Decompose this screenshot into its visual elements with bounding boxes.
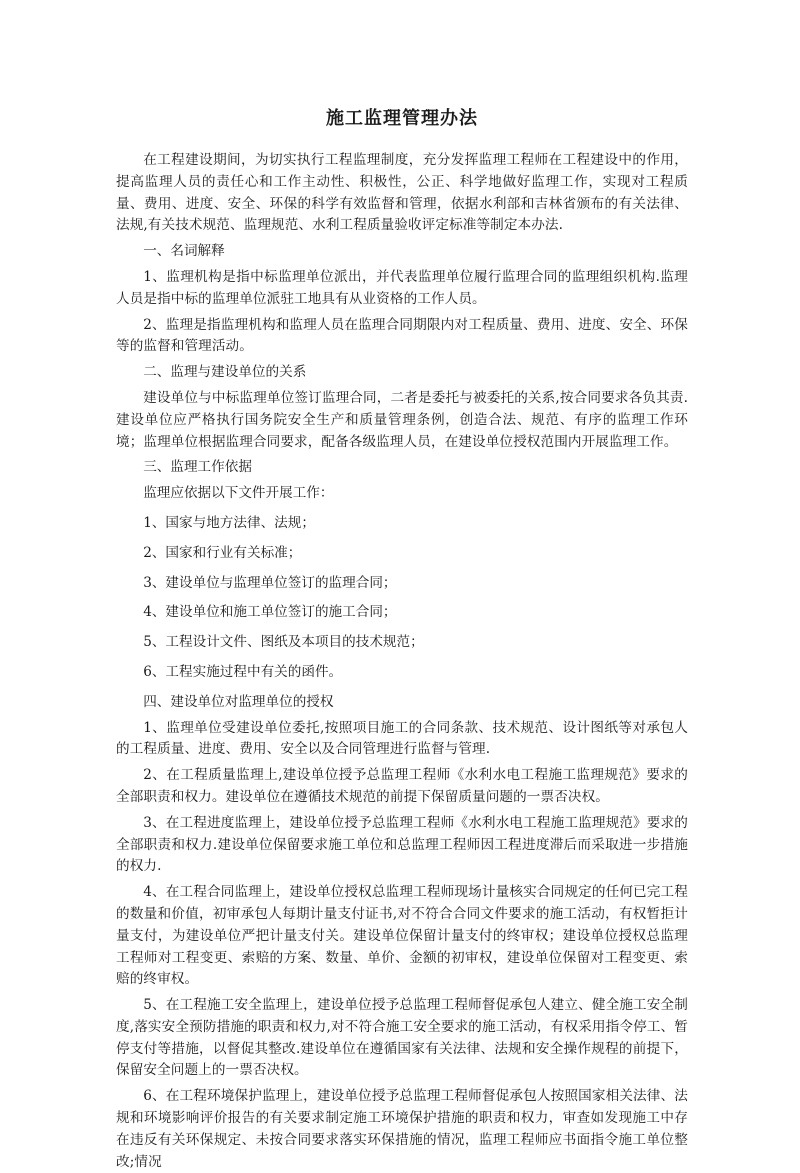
paragraph: 3、在工程进度监理上，建设单位授予总监理工程师《水利水电工程施工监理规范》要求的全部职责和权力.建设单位保留要求施工单位和总监理工程师因工程进度滞后而采取进一步措施的权力. [116, 814, 688, 875]
paragraph: 2、监理是指监理机构和监理人员在监理合同期限内对工程质量、费用、进度、安全、环保等的监督和管理活动。 [116, 316, 688, 355]
list-item: 1、国家与地方法律、法规； [143, 514, 315, 531]
section-heading-definitions: 一、名词解释 [143, 243, 225, 260]
list-item: 6、工程实施过程中有关的函件。 [143, 663, 343, 680]
paragraph: 6、在工程环境保护监理上，建设单位授予总监理工程师督促承包人按照国家相关法律、法规和环境影响评价报告的有关要求制定施工环境保护措施的职责和权力，审查如发现施工中存在违反有关环保规定、未按合同要求落实环保措施的情况，监理工程师应书面指令施工单位整改;情况 [116, 1088, 688, 1170]
document-title: 施工监理管理办法 [326, 108, 478, 129]
paragraph: 2、在工程质量监理上,建设单位授予总监理工程师《水利水电工程施工监理规范》要求的全部职责和权力。建设单位在遵循技术规范的前提下保留质量问题的一票否决权。 [116, 767, 688, 805]
section-heading-authorization: 四、建设单位对监理单位的授权 [143, 693, 334, 710]
list-item: 5、工程设计文件、图纸及本项目的技术规范； [143, 634, 424, 651]
paragraph: 建设单位与中标监理单位签订监理合同，二者是委托与被委托的关系,按合同要求各负其责.建设单位应严格执行国务院安全生产和质量管理条例，创造合法、规范、有序的监理工作环境；监理单位根据监理合同要求，配备各级监理人员，在建设单位授权范围内开展监理工作。 [116, 389, 688, 450]
list-item: 3、建设单位与监理单位签订的监理合同； [143, 574, 397, 591]
intro-paragraph: 在工程建设期间，为切实执行工程监理制度，充分发挥监理工程师在工程建设中的作用，提高监理人员的责任心和工作主动性、积极性，公正、科学地做好监理工作，实现对工程质量、费用、进度、安全、环保的科学有效监督和管理，依据水利部和吉林省颁布的有关法律、法规,有关技术规范、监理规范、水利工程质量验收评定标准等制定本办法. [116, 152, 688, 234]
paragraph: 1、监理机构是指中标监理单位派出，并代表监理单位履行监理合同的监理组织机构.监理人员是指中标的监理单位派驻工地具有从业资格的工作人员。 [116, 268, 688, 307]
paragraph: 5、在工程施工安全监理上，建设单位授予总监理工程师督促承包人建立、健全施工安全制度,落实安全预防措施的职责和权力,对不符合施工安全要求的施工活动，有权采用指令停工、暂停支付等措施，以督促其整改.建设单位在遵循国家有关法律、法规和安全操作规程的前提下，保留安全问题上的一票否决权。 [116, 997, 688, 1079]
paragraph: 4、在工程合同监理上，建设单位授权总监理工程师现场计量核实合同规定的任何已完工程的数量和价值，初审承包人每期计量支付证书,对不符合合同文件要求的施工活动，有权暂拒计量支付，为建设单位严把计量支付关。建设单位保留计量支付的终审权；建设单位授权总监理工程师对工程变更、索赔的方案、数量、单价、金额的初审权，建设单位保留对工程变更、索赔的终审权。 [116, 884, 688, 988]
section-heading-relationship: 二、监理与建设单位的关系 [143, 364, 307, 381]
section-heading-basis: 三、监理工作依据 [143, 459, 252, 476]
list-item: 2、国家和行业有关标准； [143, 544, 302, 561]
paragraph: 1、监理单位受建设单位委托,按照项目施工的合同条款、技术规范、设计图纸等对承包人的工程质量、进度、费用、安全以及合同管理进行监督与管理. [116, 719, 688, 758]
list-lead: 监理应依据以下文件开展工作： [143, 485, 334, 502]
list-item: 4、建设单位和施工单位签订的施工合同； [143, 604, 397, 621]
